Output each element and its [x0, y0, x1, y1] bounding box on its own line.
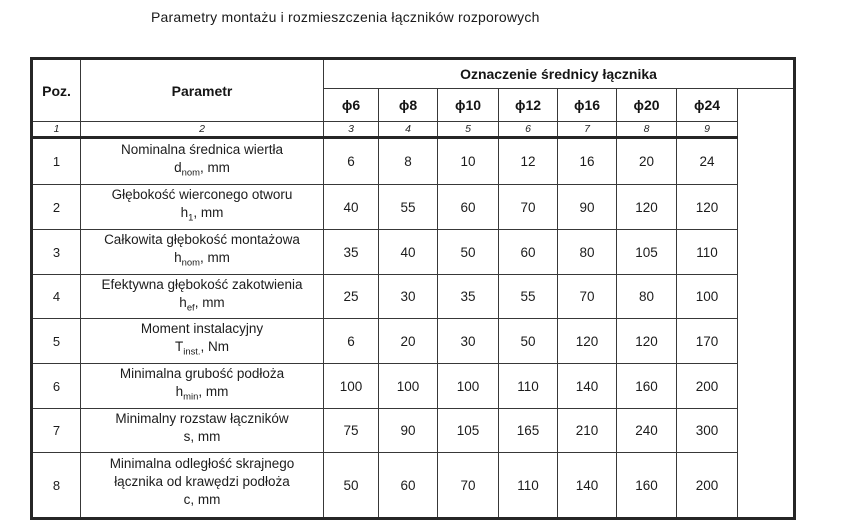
parameter-name: Efektywna głębokość zakotwienia [101, 276, 303, 292]
symbol-unit: , mm [190, 428, 221, 444]
value-cell: 170 [677, 319, 738, 364]
table-row [32, 230, 795, 275]
symbol-base: c [183, 492, 191, 508]
value-cell: 55 [379, 185, 438, 230]
symbol-base: T [174, 339, 184, 355]
parameter-cell [81, 275, 324, 319]
value-cell: 60 [379, 453, 438, 519]
column-number-2: 2 [81, 122, 324, 138]
header-diameter-group: Oznaczenie średnicy łącznika [324, 59, 795, 89]
column-number-4: 4 [379, 122, 438, 138]
column-number-6: 6 [499, 122, 558, 138]
header-row-group [32, 59, 795, 89]
value-cell: 240 [617, 409, 677, 453]
header-parametr: Parametr [81, 59, 324, 122]
value-cell: 25 [324, 275, 379, 319]
value-cell: 90 [379, 409, 438, 453]
parameter-symbol [81, 338, 323, 362]
value-cell: 110 [499, 364, 558, 409]
value-cell: 30 [379, 275, 438, 319]
value-cell: 40 [324, 185, 379, 230]
value-cell: 100 [677, 275, 738, 319]
poz-cell: 2 [32, 185, 81, 230]
value-cell: 30 [438, 319, 499, 364]
parameter-name-line2: łącznika od krawędzi podłoża [114, 474, 290, 490]
poz-cell: 8 [32, 453, 81, 519]
parameter-name: Głębokość wierconego otworu [111, 187, 293, 203]
value-cell: 120 [617, 185, 677, 230]
symbol-unit: , mm [198, 384, 229, 400]
value-cell: 110 [677, 230, 738, 275]
value-cell: 55 [499, 275, 558, 319]
value-cell: 120 [617, 319, 677, 364]
header-diameter-phi16: ϕ16 [558, 89, 617, 122]
value-cell: 90 [558, 185, 617, 230]
symbol-unit: , mm [199, 250, 230, 266]
parameter-cell [81, 230, 324, 275]
poz-cell: 1 [32, 138, 81, 185]
parameter-name: Minimalna grubość podłoża [119, 366, 285, 382]
header-diameter-phi10: ϕ10 [438, 89, 499, 122]
header-diameter-phi20: ϕ20 [617, 89, 677, 122]
value-cell: 20 [617, 138, 677, 185]
value-cell: 60 [438, 185, 499, 230]
table-row [32, 138, 795, 185]
table-row [32, 185, 795, 230]
symbol-unit: , Nm [200, 339, 230, 355]
column-number-7: 7 [558, 122, 617, 138]
header-diameter-phi6: ϕ6 [324, 89, 379, 122]
value-cell: 35 [324, 230, 379, 275]
value-cell: 105 [438, 409, 499, 453]
symbol-subscript: ef [186, 302, 195, 314]
parameter-name: Moment instalacyjny [140, 321, 264, 337]
header-poz: Poz. [32, 59, 81, 122]
value-cell: 50 [499, 319, 558, 364]
value-cell: 80 [558, 230, 617, 275]
column-number-5: 5 [438, 122, 499, 138]
parameter-symbol [81, 159, 323, 183]
value-cell: 100 [438, 364, 499, 409]
parameter-symbol [81, 383, 323, 407]
table-row [32, 453, 795, 519]
parameter-name: Minimalna odległość skrajnego [109, 456, 295, 472]
symbol-unit: , mm [193, 205, 224, 221]
parameter-cell [81, 138, 324, 185]
poz-cell: 4 [32, 275, 81, 319]
header-diameter-phi12: ϕ12 [499, 89, 558, 122]
poz-cell: 3 [32, 230, 81, 275]
value-cell: 10 [438, 138, 499, 185]
poz-cell: 7 [32, 409, 81, 453]
parameter-cell [81, 453, 324, 519]
parameter-name: Nominalna średnica wiertła [120, 141, 284, 157]
parameter-symbol [81, 294, 323, 318]
value-cell: 140 [558, 364, 617, 409]
symbol-unit: , mm [199, 159, 230, 175]
parameter-cell [81, 409, 324, 453]
parameter-name: Całkowita głębokość montażowa [104, 232, 300, 248]
value-cell: 24 [677, 138, 738, 185]
table-row [32, 319, 795, 364]
symbol-base: h [175, 384, 184, 400]
value-cell: 165 [499, 409, 558, 453]
value-cell: 60 [499, 230, 558, 275]
column-number-8: 8 [617, 122, 677, 138]
parameter-symbol [81, 428, 323, 452]
value-cell: 16 [558, 138, 617, 185]
value-cell: 105 [617, 230, 677, 275]
table-row [32, 364, 795, 409]
header-diameter-phi24: ϕ24 [677, 89, 738, 122]
value-cell: 6 [324, 319, 379, 364]
table-row [32, 409, 795, 453]
table-row [32, 275, 795, 319]
value-cell: 100 [379, 364, 438, 409]
poz-cell: 6 [32, 364, 81, 409]
value-cell: 8 [379, 138, 438, 185]
poz-cell: 5 [32, 319, 81, 364]
symbol-subscript: inst. [183, 346, 201, 358]
parameters-table [30, 57, 796, 520]
value-cell: 35 [438, 275, 499, 319]
symbol-base: d [174, 159, 182, 175]
value-cell: 110 [499, 453, 558, 519]
value-cell: 300 [677, 409, 738, 453]
symbol-subscript: 1 [188, 212, 194, 224]
value-cell: 50 [438, 230, 499, 275]
parameter-cell [81, 185, 324, 230]
parameter-symbol [81, 204, 323, 228]
value-cell: 120 [677, 185, 738, 230]
symbol-subscript: nom [181, 257, 200, 269]
parameter-symbol [81, 491, 323, 515]
value-cell: 120 [558, 319, 617, 364]
parameter-cell [81, 364, 324, 409]
parameter-name: Minimalny rozstaw łączników [115, 410, 289, 426]
symbol-base: s [183, 428, 191, 444]
empty-column [738, 89, 795, 519]
value-cell: 160 [617, 453, 677, 519]
value-cell: 140 [558, 453, 617, 519]
value-cell: 80 [617, 275, 677, 319]
column-number-1: 1 [32, 122, 81, 138]
symbol-subscript: nom [181, 167, 200, 179]
column-number-3: 3 [324, 122, 379, 138]
value-cell: 210 [558, 409, 617, 453]
value-cell: 70 [438, 453, 499, 519]
value-cell: 20 [379, 319, 438, 364]
value-cell: 70 [499, 185, 558, 230]
column-number-row [32, 122, 795, 138]
parameter-cell [81, 319, 324, 364]
value-cell: 50 [324, 453, 379, 519]
column-number-9: 9 [677, 122, 738, 138]
value-cell: 100 [324, 364, 379, 409]
value-cell: 75 [324, 409, 379, 453]
value-cell: 6 [324, 138, 379, 185]
value-cell: 40 [379, 230, 438, 275]
symbol-base: h [179, 294, 187, 310]
parameter-symbol [81, 249, 323, 273]
value-cell: 160 [617, 364, 677, 409]
symbol-subscript: min [183, 391, 199, 403]
symbol-unit: , mm [194, 294, 225, 310]
header-diameter-phi8: ϕ8 [379, 89, 438, 122]
value-cell: 200 [677, 364, 738, 409]
value-cell: 12 [499, 138, 558, 185]
page-title: Parametry montażu i rozmieszczenia łączników rozporowych [151, 9, 540, 25]
symbol-base: h [180, 205, 189, 221]
symbol-unit: , mm [190, 492, 221, 508]
value-cell: 70 [558, 275, 617, 319]
value-cell: 200 [677, 453, 738, 519]
symbol-base: h [174, 250, 182, 266]
